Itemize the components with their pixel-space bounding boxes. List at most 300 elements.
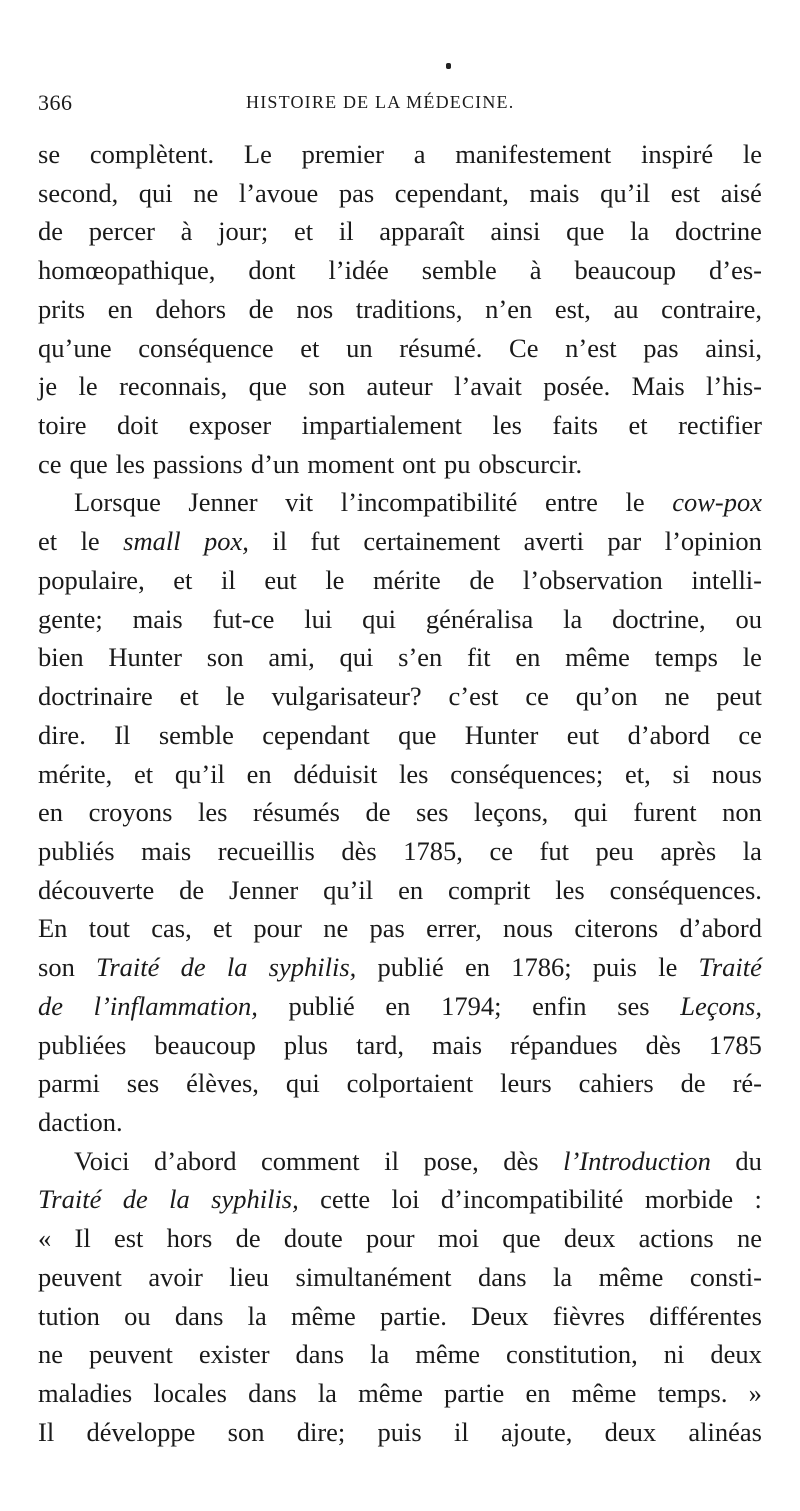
word: cependant <box>262 719 370 750</box>
word: dont <box>248 255 296 286</box>
word: semble <box>158 719 234 750</box>
text-line <box>38 638 762 677</box>
word: il <box>384 1145 399 1176</box>
word: second, <box>38 177 119 208</box>
word: la <box>247 1300 267 1331</box>
word: même <box>565 642 630 673</box>
word: doctrine, <box>612 603 706 634</box>
word: répandues <box>510 1029 618 1060</box>
word: syphilis, <box>268 952 357 983</box>
word: percer <box>88 216 155 247</box>
word: comment <box>261 1145 360 1176</box>
word: qu’une <box>38 332 112 363</box>
word: dans <box>248 1378 297 1408</box>
word: eut <box>264 564 297 595</box>
word: eut <box>566 719 600 750</box>
word: temps <box>654 642 718 673</box>
text-line <box>38 871 762 910</box>
word: Traité <box>38 1184 102 1215</box>
word: déduisit <box>293 758 378 789</box>
word: la <box>226 952 248 983</box>
word: et <box>628 410 648 441</box>
word: et <box>179 681 199 712</box>
word: que <box>502 1223 541 1254</box>
text-line <box>38 755 762 794</box>
text-line <box>38 522 762 561</box>
word: entre <box>544 487 598 518</box>
word: leçons, <box>473 797 549 828</box>
word: parmi <box>38 1068 100 1099</box>
word: obscurcir. <box>478 448 583 479</box>
word: ni <box>663 1339 685 1370</box>
word: l’inflammation, <box>93 990 258 1021</box>
word: ne <box>736 1223 762 1254</box>
text-line <box>38 367 762 406</box>
word: les <box>399 758 429 789</box>
word: il <box>338 216 354 247</box>
text-line <box>38 832 762 871</box>
text-line <box>38 174 762 213</box>
word: populaire, <box>38 564 145 595</box>
word: Voici <box>74 1145 130 1176</box>
word: ce <box>489 835 513 866</box>
text-line <box>38 793 762 832</box>
word: reconnais, <box>119 371 228 402</box>
word: cette <box>320 1184 371 1215</box>
word: que <box>566 216 605 247</box>
word: lieu <box>229 1261 270 1292</box>
word: résumé. <box>399 332 483 363</box>
page-header <box>38 90 758 122</box>
word: la <box>630 216 650 247</box>
word: Hunter <box>108 642 182 673</box>
text-line <box>38 445 762 484</box>
word: ses <box>617 990 650 1021</box>
word: qui <box>285 1068 320 1099</box>
word: ne <box>323 913 349 944</box>
word: différentes <box>649 1300 762 1331</box>
word: les <box>198 797 228 828</box>
word: à <box>180 216 193 247</box>
text-line <box>38 1142 762 1181</box>
word: Jenner <box>188 487 258 518</box>
word: qu’il <box>174 758 225 789</box>
word: n’en <box>485 293 533 324</box>
word: découverte <box>38 874 155 905</box>
word: furent <box>633 797 697 828</box>
word: doctrine <box>675 216 762 247</box>
word: exposer <box>188 410 272 441</box>
word: leurs <box>500 1068 552 1099</box>
word: le <box>658 952 678 983</box>
word: homœopathique, <box>38 255 216 286</box>
text-line <box>38 1258 762 1297</box>
word: pu <box>443 448 471 479</box>
word: auteur <box>366 371 433 402</box>
word: toire <box>38 410 87 441</box>
word: le <box>325 564 345 595</box>
word: élèves, <box>186 1068 259 1099</box>
word: en <box>38 797 64 828</box>
word: dans <box>478 1261 527 1292</box>
word: du <box>735 1145 762 1176</box>
word: et <box>134 758 154 789</box>
word: développe <box>86 1416 196 1447</box>
word: la <box>563 603 583 634</box>
word: la <box>553 1261 573 1292</box>
word: d’incompatibilité <box>440 1184 624 1215</box>
word: puis <box>592 952 637 983</box>
word: ce <box>38 448 62 479</box>
word: le <box>742 642 762 673</box>
word: même <box>598 1261 664 1292</box>
word: pas <box>643 332 679 363</box>
word: mais <box>432 1029 483 1060</box>
word: la <box>370 1339 390 1370</box>
word: gente; <box>38 603 103 634</box>
word: non <box>722 797 762 828</box>
word: mérite, <box>38 758 113 789</box>
text-line <box>38 561 762 600</box>
word: locales <box>153 1378 227 1408</box>
word: de <box>180 952 206 983</box>
word: tout <box>88 913 130 944</box>
word: ajoute, <box>501 1416 573 1447</box>
word: Leçons, <box>680 990 762 1021</box>
word: ou <box>124 1300 151 1331</box>
word: si <box>672 758 691 789</box>
word: la <box>169 1184 190 1215</box>
word: nous <box>503 913 554 944</box>
word: moi <box>437 1223 480 1254</box>
word: Ce <box>509 332 539 363</box>
word: le <box>225 681 245 712</box>
word: conséquence <box>138 332 274 363</box>
word: publiées <box>38 1029 127 1060</box>
word: peu <box>595 835 634 866</box>
word: ce <box>738 719 762 750</box>
page-number: 366 <box>38 90 73 115</box>
word: ou <box>735 603 762 634</box>
word: temps. <box>657 1378 728 1408</box>
word: les <box>555 874 585 905</box>
word: manifestement <box>455 139 612 169</box>
word: qu’il <box>323 874 374 905</box>
text-line <box>38 677 762 716</box>
word: avoir <box>148 1261 203 1292</box>
word: après <box>660 835 717 866</box>
word: partie. <box>379 1300 447 1331</box>
word: comprit <box>447 874 531 905</box>
word: certainement <box>363 526 501 557</box>
word: dès <box>503 1145 539 1176</box>
word: est, <box>554 293 591 324</box>
text-line <box>38 1180 762 1219</box>
word: : <box>754 1184 762 1215</box>
word: mais <box>132 603 183 634</box>
word: la <box>317 1378 337 1408</box>
word: le <box>742 139 762 169</box>
word: par <box>607 526 642 557</box>
word: l’avoue <box>238 177 319 208</box>
word: pour <box>253 913 302 944</box>
word: un <box>346 332 373 363</box>
word: de <box>38 216 64 247</box>
word: Traité <box>698 952 762 983</box>
word: qui <box>573 797 608 828</box>
word: traditions, <box>355 293 463 324</box>
word: 1794; <box>441 990 502 1021</box>
word: qui <box>138 177 173 208</box>
word: l’avait <box>454 371 522 402</box>
word: averti <box>523 526 584 557</box>
running-title: HISTOIRE DE LA MÉDECINE. <box>246 92 515 112</box>
word: exister <box>198 1339 270 1370</box>
word: Il <box>38 1416 55 1447</box>
word: prits <box>38 293 86 324</box>
word: même <box>571 1378 637 1408</box>
word: et, <box>624 758 651 789</box>
word: moment <box>307 448 395 479</box>
word: dehors <box>155 293 227 324</box>
word: son <box>308 371 346 402</box>
word: de <box>248 293 274 324</box>
word: Traité <box>96 952 160 983</box>
word: a <box>413 139 426 169</box>
word: au <box>613 293 639 324</box>
word: son <box>38 952 75 983</box>
word: même <box>415 1339 480 1370</box>
word: même <box>358 1378 423 1408</box>
word: impartialement <box>301 410 463 441</box>
word: doctrinaire <box>38 681 153 712</box>
word: pas <box>338 177 375 208</box>
word: ami, <box>268 642 315 673</box>
word: peut <box>716 681 762 712</box>
word: en <box>464 952 490 983</box>
word: l’observation <box>522 564 663 595</box>
word: beaucoup <box>154 1029 256 1060</box>
word: l’Introduction <box>563 1145 711 1176</box>
word: croyons <box>88 797 173 828</box>
text-line <box>38 135 762 174</box>
word: pox, <box>204 526 249 557</box>
word: » <box>748 1378 762 1408</box>
word: daction. <box>38 1106 123 1137</box>
word: intelli- <box>691 564 762 595</box>
word: hors <box>166 1223 213 1254</box>
word: doit <box>117 410 159 441</box>
word: aisé <box>720 177 762 208</box>
word: pose, <box>423 1145 479 1176</box>
word: en <box>398 874 424 905</box>
word: errer, <box>426 913 482 944</box>
word: fièvres <box>552 1300 625 1331</box>
word: les <box>115 448 146 479</box>
word: citerons <box>574 913 659 944</box>
text-line <box>38 1297 762 1336</box>
word: dans <box>174 1300 224 1331</box>
word: En <box>38 913 68 944</box>
word: actions <box>638 1223 714 1254</box>
word: qui <box>339 642 374 673</box>
word: ainsi, <box>705 332 762 363</box>
word: son <box>206 642 244 673</box>
word: peuvent <box>89 1339 173 1370</box>
word: cahiers <box>578 1068 654 1099</box>
word: dès <box>341 835 377 866</box>
text-line <box>38 909 762 948</box>
text-line <box>38 600 762 639</box>
word: colportaient <box>346 1068 474 1099</box>
word: de <box>680 1068 706 1099</box>
word: doute <box>283 1223 343 1254</box>
word: dire. <box>38 719 86 750</box>
word: rectifier <box>678 410 762 441</box>
word: bien <box>38 642 84 673</box>
word: en <box>107 293 133 324</box>
word: « <box>38 1223 52 1254</box>
text-line <box>38 1026 762 1065</box>
word: vit <box>285 487 314 518</box>
word: tution <box>38 1300 100 1331</box>
word: inspiré <box>640 139 714 169</box>
word: qui <box>362 603 396 634</box>
word: puis <box>377 1416 422 1447</box>
word: cas, <box>151 913 192 944</box>
word: deux <box>563 1223 616 1254</box>
word: ses <box>126 1068 160 1099</box>
word: mais <box>141 835 192 866</box>
word: c’est <box>448 681 499 712</box>
text-line <box>38 1413 762 1452</box>
word: ont <box>402 448 436 479</box>
word: semble <box>421 255 497 286</box>
word: pas <box>369 913 405 944</box>
word: que <box>398 719 437 750</box>
word: ce <box>525 681 549 712</box>
word: le <box>625 487 645 518</box>
word: cow-pox <box>672 487 762 518</box>
word: mérite <box>373 564 441 595</box>
word: nous <box>711 758 762 789</box>
text-line <box>38 1335 762 1374</box>
word: jour; <box>218 216 269 247</box>
word: fut-ce <box>212 603 275 634</box>
word: généralisa <box>425 603 534 634</box>
word: maladies <box>38 1378 133 1408</box>
word: nos <box>296 293 334 324</box>
word: cependant, <box>394 177 509 208</box>
word: l’incompatibilité <box>340 487 518 518</box>
word: est <box>670 177 701 208</box>
word: que <box>69 448 108 479</box>
word: en <box>515 642 541 673</box>
word: de <box>235 1223 261 1254</box>
word: dès <box>645 1029 681 1060</box>
word: et <box>212 913 233 944</box>
word: et <box>293 216 314 247</box>
word: posée. <box>543 371 611 402</box>
word: il <box>221 564 236 595</box>
word: la <box>742 835 762 866</box>
word: les <box>492 410 522 441</box>
word: Jenner <box>229 874 299 905</box>
word: qu’on <box>575 681 638 712</box>
word: pour <box>366 1223 415 1254</box>
word: alinéas <box>688 1416 762 1447</box>
word: se <box>38 139 61 169</box>
word: plus <box>283 1029 329 1060</box>
word: de <box>365 797 391 828</box>
word: fut <box>310 526 340 557</box>
word: lui <box>304 603 333 634</box>
word: partie <box>444 1378 505 1408</box>
text-line <box>38 716 762 755</box>
word: tard, <box>356 1029 404 1060</box>
word: faits <box>552 410 599 441</box>
word: que <box>248 371 287 402</box>
text-line <box>38 1103 762 1142</box>
word: d’abord <box>154 1145 237 1176</box>
word: complètent. <box>89 139 215 169</box>
word: ne <box>193 177 219 208</box>
word: son <box>227 1416 265 1447</box>
word: ainsi <box>490 216 541 247</box>
text-line <box>38 290 762 329</box>
word: d’abord <box>627 719 710 750</box>
word: small <box>123 526 181 557</box>
word: et <box>38 526 58 557</box>
word: 1785, <box>403 835 463 866</box>
word: passions <box>153 448 243 479</box>
word: d’un <box>250 448 300 479</box>
word: constitution, <box>506 1339 638 1370</box>
word: Il <box>74 1223 91 1254</box>
word: enfin <box>532 990 587 1021</box>
word: syphilis, <box>211 1184 299 1215</box>
word: ne <box>38 1339 64 1370</box>
word: Le <box>243 139 272 169</box>
word: recueillis <box>217 835 315 866</box>
word: en <box>385 990 411 1021</box>
text-line <box>38 1219 762 1258</box>
word: l’idée <box>328 255 389 286</box>
word: dans <box>295 1339 345 1370</box>
word: de <box>179 874 205 905</box>
ink-speck <box>446 63 451 69</box>
word: loi <box>391 1184 420 1215</box>
word: publié <box>377 952 444 983</box>
text-line <box>38 1064 762 1103</box>
word: simultanément <box>295 1261 452 1292</box>
word: de <box>122 1184 148 1215</box>
word: 1785 <box>708 1029 762 1060</box>
text-line <box>38 483 762 522</box>
word: même <box>290 1300 356 1331</box>
word: il <box>454 1416 469 1447</box>
word: dire; <box>296 1416 346 1447</box>
word: en <box>525 1378 551 1408</box>
word: ré- <box>732 1068 762 1099</box>
word: vulgarisateur? <box>271 681 422 712</box>
word: publiés <box>38 835 115 866</box>
word: Deux <box>471 1300 529 1331</box>
word: à <box>529 255 542 286</box>
word: Lorsque <box>74 487 161 518</box>
word: de <box>469 564 495 595</box>
text-line <box>38 406 762 445</box>
